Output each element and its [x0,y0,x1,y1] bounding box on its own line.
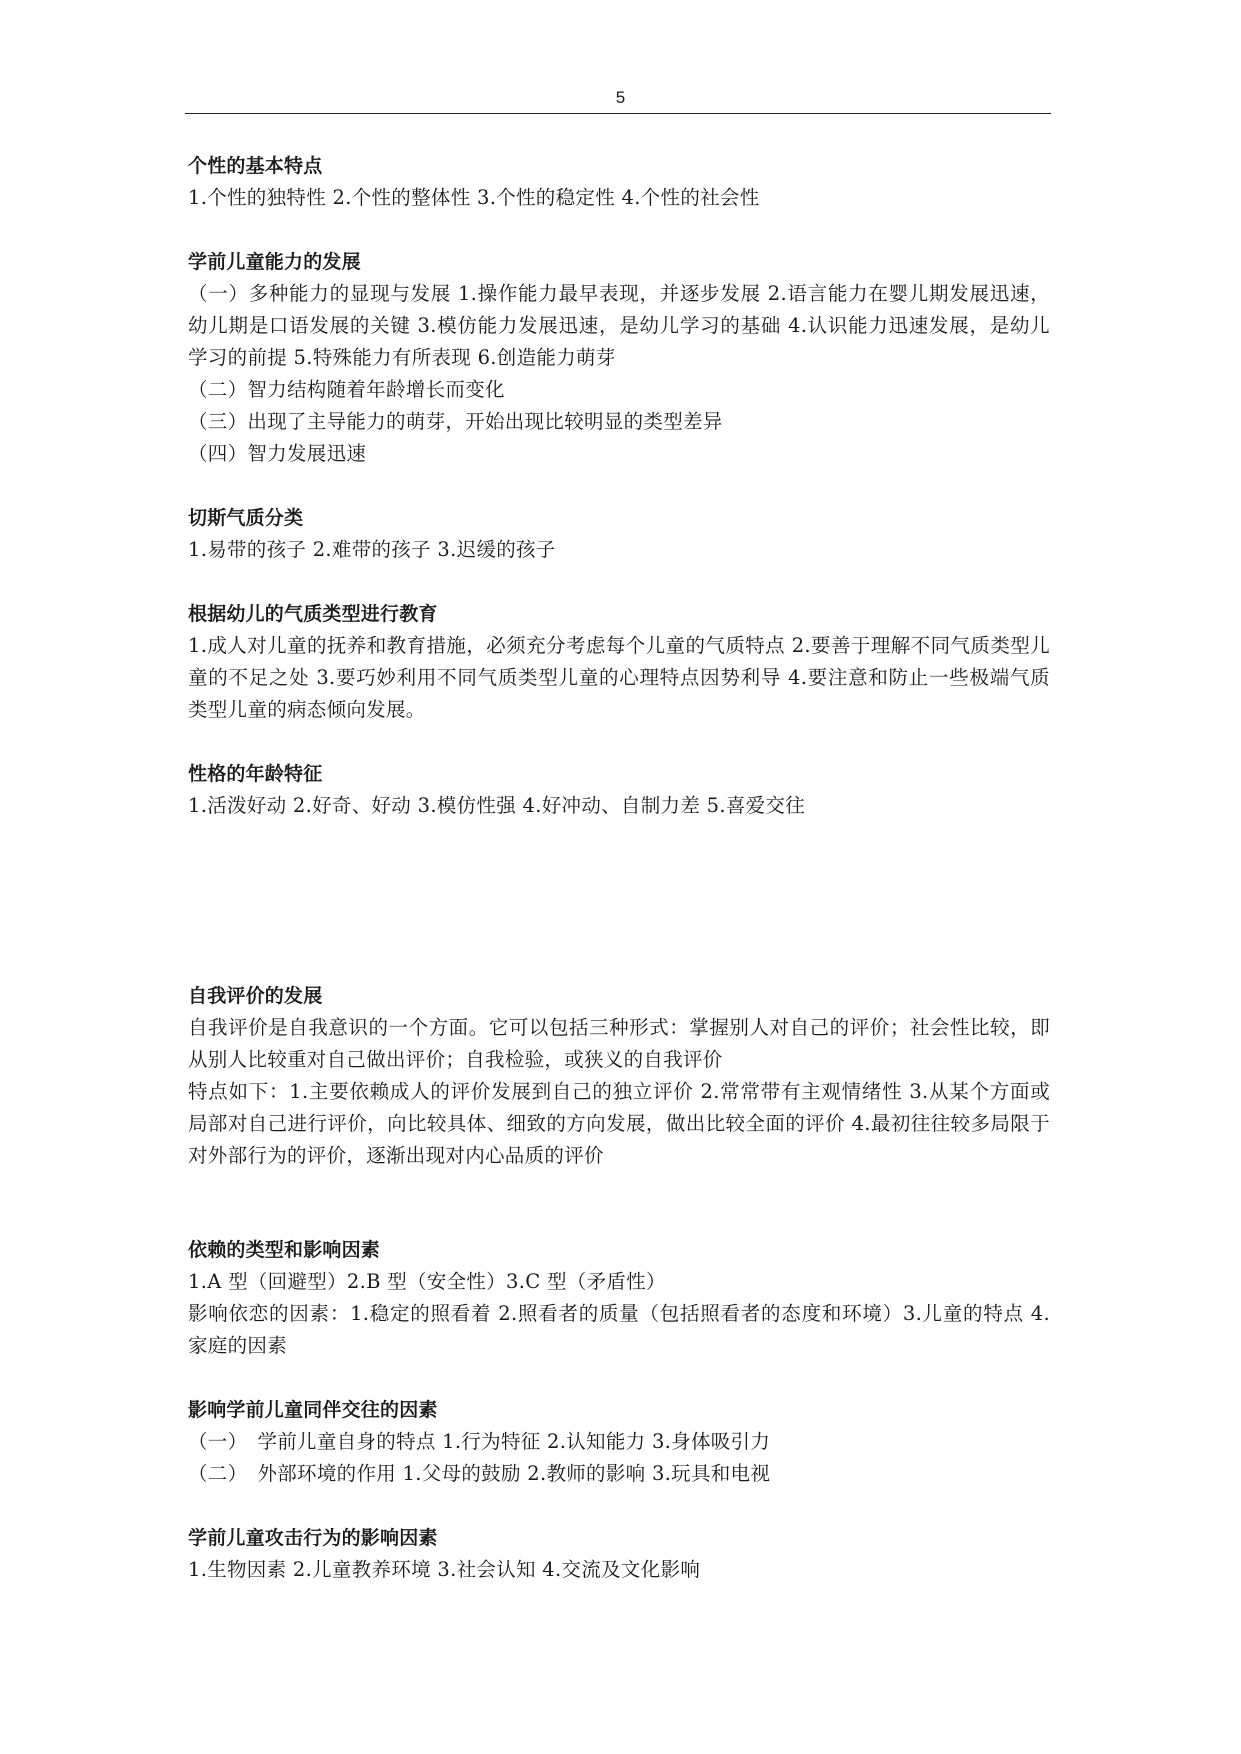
document-body [188,150,1050,1586]
section-heading: 切斯气质分类 [188,507,304,529]
section-temperament-education [188,598,1050,726]
section-personality-traits [188,150,1050,214]
section-heading: 自我评价的发展 [188,985,323,1007]
section-text: 1.易带的孩子 2.难带的孩子 3.迟缓的孩子 [188,538,556,561]
section-text: （一） 学前儿童自身的特点 1.行为特征 2.认知能力 3.身体吸引力 [188,1430,771,1453]
section-text: （四）智力发展迅速 [188,442,367,465]
section-peer-interaction [188,1394,1050,1490]
section-self-evaluation [188,980,1050,1172]
section-aggression-factors [188,1522,1050,1586]
section-heading: 根据幼儿的气质类型进行教育 [188,603,438,625]
section-text: 1.成人对儿童的抚养和教育措施，必须充分考虑每个儿童的气质特点 2.要善于理解不同气质类型儿童的不足之处 3.要巧妙利用不同气质类型儿童的心理特点因势利导 4.要注意和防止一些极端气质类型儿童的病态倾向发展。 [188,634,1050,721]
section-text: 1.生物因素 2.儿童教养环境 3.社会认知 4.交流及文化影响 [188,1558,701,1581]
section-heading: 学前儿童能力的发展 [188,251,361,273]
section-text: 1.个性的独特性 2.个性的整体性 3.个性的稳定性 4.个性的社会性 [188,186,760,209]
section-ability-development [188,246,1050,470]
section-attachment-types [188,1234,1050,1362]
section-text: （二）智力结构随着年龄增长而变化 [188,378,505,401]
section-text: 1.A 型（回避型）2.B 型（安全性）3.C 型（矛盾性） [188,1270,666,1293]
section-text: （二） 外部环境的作用 1.父母的鼓励 2.教师的影响 3.玩具和电视 [188,1462,771,1485]
section-heading: 性格的年龄特征 [188,763,323,785]
section-text: （三）出现了主导能力的萌芽，开始出现比较明显的类型差异 [188,410,723,433]
page-number: 5 [615,88,626,107]
header-rule [185,113,1051,114]
section-chess-temperament [188,502,1050,566]
section-heading: 学前儿童攻击行为的影响因素 [188,1527,438,1549]
section-text: 1.活泼好动 2.好奇、好动 3.模仿性强 4.好冲动、自制力差 5.喜爱交往 [188,794,806,817]
section-heading: 影响学前儿童同伴交往的因素 [188,1399,438,1421]
section-text: 影响依恋的因素：1.稳定的照看着 2.照看者的质量（包括照看者的态度和环境）3.儿童的特点 4.家庭的因素 [188,1302,1050,1357]
section-heading: 个性的基本特点 [188,155,323,177]
section-text: 自我评价是自我意识的一个方面。它可以包括三种形式：掌握别人对自己的评价；社会性比较，即从别人比较重对自己做出评价；自我检验，或狭义的自我评价 [188,1016,1050,1071]
section-heading: 依赖的类型和影响因素 [188,1239,381,1261]
section-text: （一）多种能力的显现与发展 1.操作能力最早表现，并逐步发展 2.语言能力在婴儿期发展迅速，幼儿期是口语发展的关键 3.模仿能力发展迅速，是幼儿学习的基础 4.认识能力迅速发展，是幼儿学习的前提 5.特殊能力有所表现 6.创造能力萌芽 [188,282,1050,369]
section-text: 特点如下：1.主要依赖成人的评价发展到自己的独立评价 2.常常带有主观情绪性 3.从某个方面或局部对自己进行评价，向比较具体、细致的方向发展，做出比较全面的评价 4.最初往往较多局限于对外部行为的评价，逐渐出现对内心品质的评价 [188,1080,1050,1167]
section-character-age-features [188,758,1050,822]
